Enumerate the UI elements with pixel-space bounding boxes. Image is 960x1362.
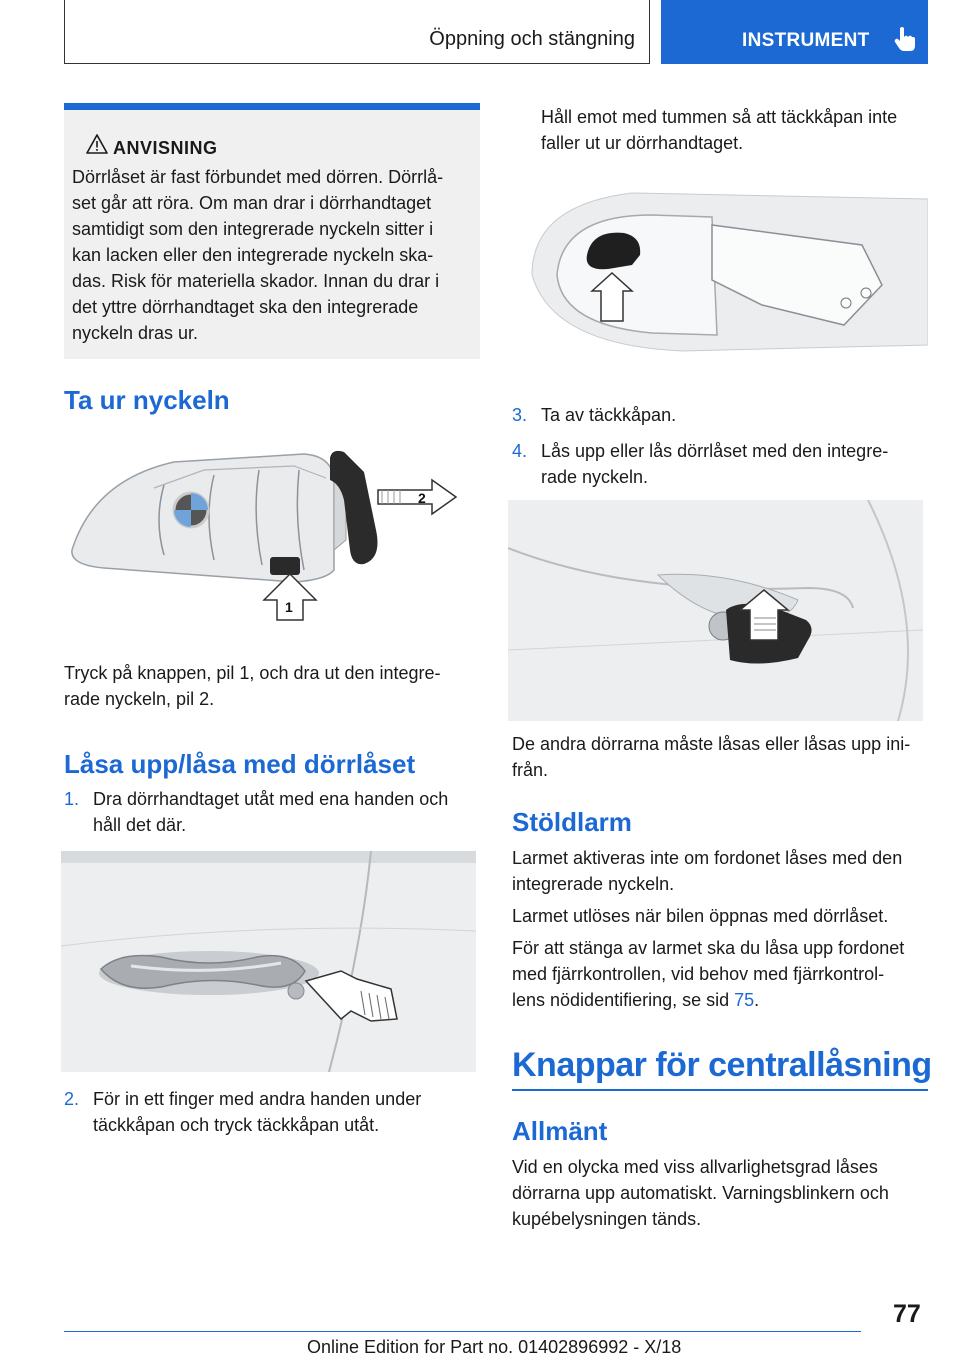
header-chapter-tab [661,0,928,64]
heading-theft-alarm: Stöldlarm [512,807,632,837]
step-2-number: 2. [64,1089,80,1109]
step-4-text: Lås upp eller lås dörrlåset med den integre- rade nyckeln. [541,441,889,487]
footer-rule [64,1331,861,1332]
hold-cover-text: Håll emot med tummen så att täckkåpan inte faller ut ur dörrhandtaget. [541,107,898,153]
header-chapter-title: INSTRUMENT [742,30,870,51]
door-lock-key-illustration [508,500,923,721]
alarm-text-1: Larmet aktiveras inte om fordonet låses med den integrerade nyckeln. [512,848,903,894]
page-number: 77 [893,1300,921,1328]
heading-general: Allmänt [512,1116,608,1146]
heading-lock-unlock: Låsa upp/låsa med dörrlåset [64,749,416,779]
step-4-number: 4. [512,441,528,461]
general-text: Vid en olycka med viss allvarlighetsgrad låses dörrarna upp automatiskt. Varningsblinkern och kupébelysningen tänds. [512,1157,889,1229]
warning-text: Dörrlåset är fast förbundet med dörren. Dörrlå- set går att röra. Om man drar i dörrhandtaget samtidigt som den integrerade nyckeln sitter i kan lacken eller den integrerade nyckeln ska- das. Risk för materiella skador. Innan du drar i det yttre dörrhandtaget ska den integrerade nyckeln dras ur. [72,167,444,343]
door-handle-pull-illustration [61,851,476,1072]
svg-text:2: 2 [418,490,426,506]
hand-pointer-icon [894,26,916,57]
cover-cap-illustration [512,185,928,353]
svg-text:1: 1 [285,599,293,615]
step-2-text: För in ett finger med andra handen under täckkåpan och tryck täckkåpan utåt. [93,1089,422,1135]
heading-underline [512,1089,928,1091]
header-section-title: Öppning och stängning [429,28,635,50]
step-1-text: Dra dörrhandtaget utåt med ena handen och håll det där. [93,789,449,835]
key-fob-illustration [64,440,478,635]
step-1-number: 1. [64,789,80,809]
warning-box [64,103,480,359]
step-3-text: Ta av täckkåpan. [541,405,677,425]
heading-central-locking-buttons: Knappar för centrallåsning [512,1046,932,1084]
warning-triangle-icon [86,134,108,159]
alarm-text-2: Larmet utlöses när bilen öppnas med dörrlåset. [512,906,889,926]
warning-title: ANVISNING [113,138,218,158]
alarm-text-3: För att stänga av larmet ska du låsa upp fordonet med fjärrkontrollen, vid behov med fjärrkontrol- lens nödidentifiering, se sid 75. [512,938,905,1010]
step-3-number: 3. [512,405,528,425]
remove-key-text: Tryck på knappen, pil 1, och dra ut den integre- rade nyckeln, pil 2. [64,663,441,709]
other-doors-text: De andra dörrarna måste låsas eller låsas upp ini- från. [512,734,911,780]
header-section-box [64,0,650,64]
page-reference-link[interactable]: 75 [734,990,755,1010]
footer-edition: Online Edition for Part no. 01402896992 - X/18 [307,1337,682,1357]
heading-remove-key: Ta ur nyckeln [64,385,230,415]
